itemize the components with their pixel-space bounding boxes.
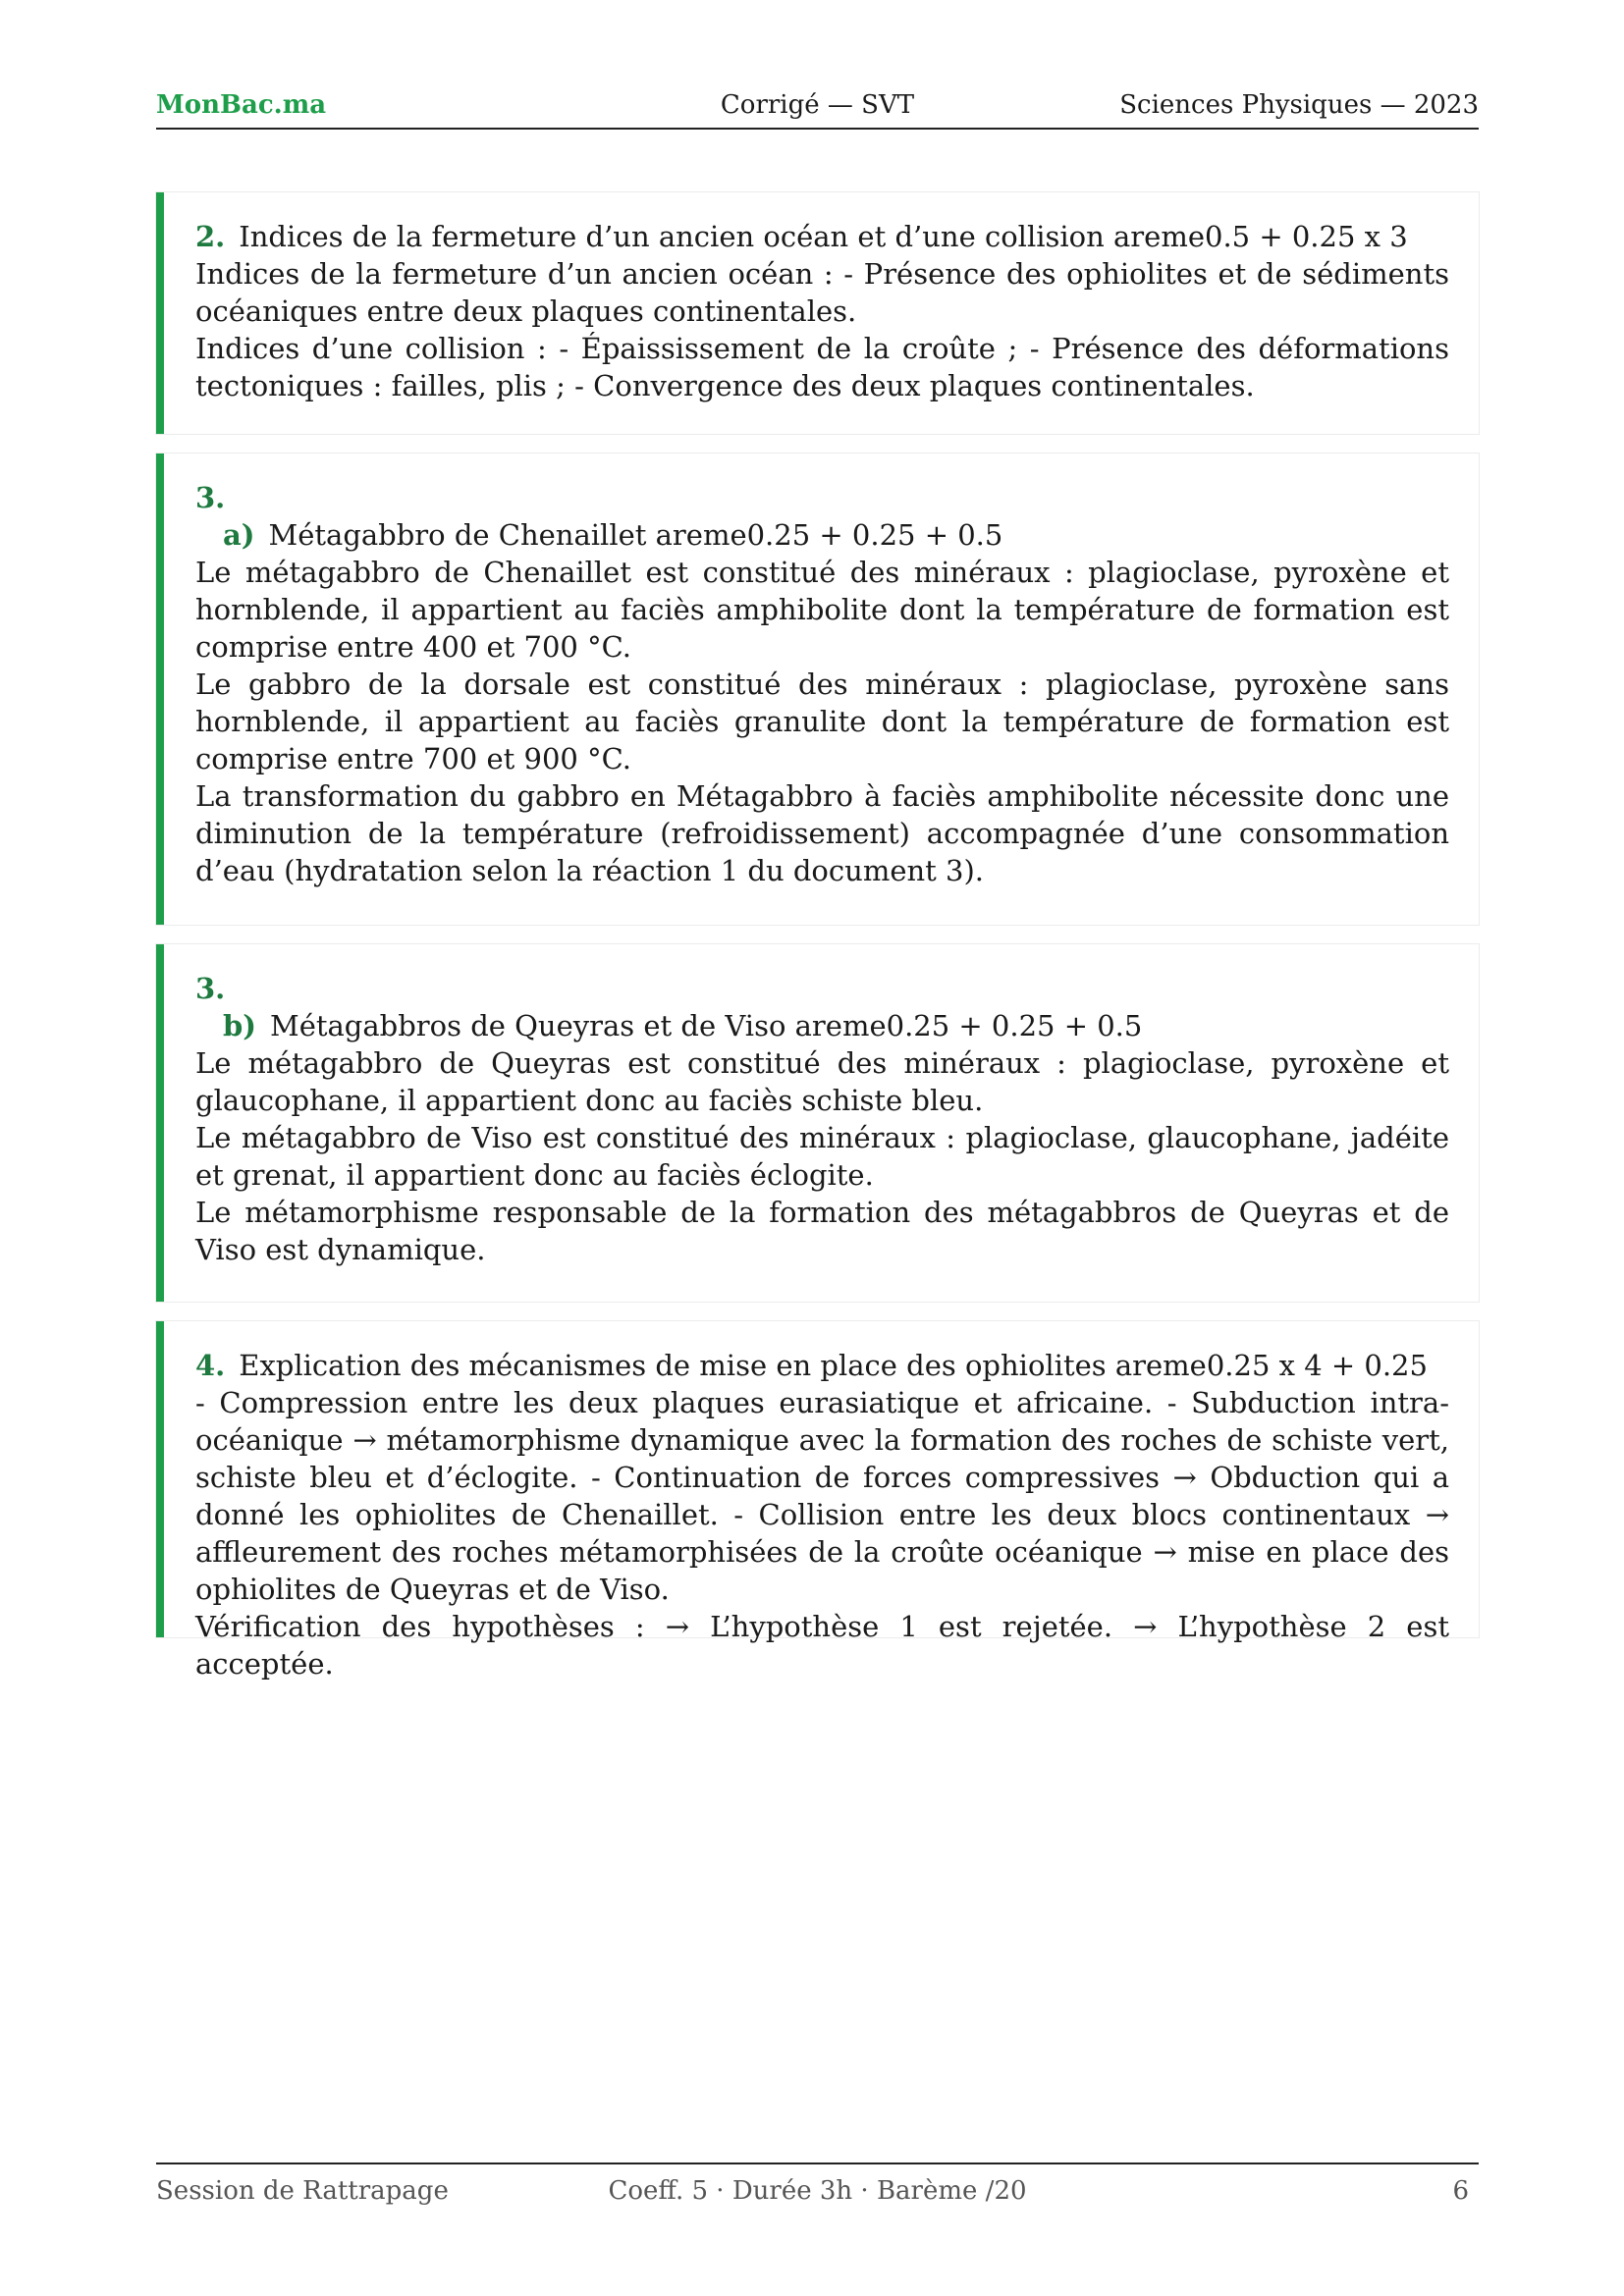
header-series-year: Sciences Physiques — 2023	[1119, 90, 1479, 120]
question-title: Métagabbro de Chenaillet areme0.25 + 0.25 + 0.5	[268, 518, 1003, 552]
answer-paragraph: La transformation du gabbro en Métagabbro à faciès amphibolite nécessite donc une diminution de la température (refroidissement) accompagnée d’une consommation d’eau (hydratation selon la réaction 1 du document 3).	[195, 779, 1449, 887]
answer-box-q4	[156, 1321, 1479, 1681]
answer-box-q2	[156, 192, 1479, 434]
answer-paragraph: Le métagabbro de Queyras est constitué des minéraux : plagioclase, pyroxène et glaucophane, il appartient donc au faciès schiste bleu.	[195, 1046, 1449, 1117]
page-header	[156, 90, 1479, 130]
answer-box-q3b	[156, 944, 1479, 1302]
page-footer	[156, 2163, 1479, 2204]
answer-box-q3a	[156, 454, 1479, 925]
answer-paragraph: - Compression entre les deux plaques eurasiatique et africaine. - Subduction intra-océanique → métamorphisme dynamique avec la formation des roches de schiste vert, schiste bleu et d’éclogite. - Continuation de forces compressives → Obduction qui a donné les ophiolites de Chenaillet. - Collision entre les deux blocs continentaux → affleurement des roches métamorphisées de la croûte océanique → mise en place des ophiolites de Queyras et de Viso.	[195, 1386, 1449, 1606]
answer-paragraph: Le métagabbro de Viso est constitué des minéraux : plagioclase, glaucophane, jadéite et grenat, il appartient donc au faciès éclogite.	[195, 1121, 1449, 1192]
question-heading	[195, 970, 1449, 1007]
subquestion-heading	[195, 516, 1449, 554]
question-heading	[195, 1347, 1449, 1384]
question-number: 3.	[195, 481, 226, 514]
answer-paragraph: Vérification des hypothèses : → L’hypothèse 1 est rejetée. → L’hypothèse 2 est acceptée.	[195, 1610, 1449, 1681]
question-title: Indices de la fermeture d’un ancien océan et d’une collision areme0.5 + 0.25 x 3	[239, 220, 1408, 253]
brand-logo-text[interactable]: MonBac.ma	[156, 90, 327, 120]
subquestion-label: a)	[223, 518, 255, 552]
question-title: Explication des mécanismes de mise en place des ophiolites areme0.25 x 4 + 0.25	[239, 1349, 1428, 1382]
footer-exam-info: Coeff. 5 · Durée 3h · Barème /20	[608, 2176, 1027, 2206]
question-number: 2.	[195, 220, 226, 253]
answer-paragraph: Indices d’une collision : - Épaississement de la croûte ; - Présence des déformations tectoniques : failles, plis ; - Convergence des deux plaques continentales.	[195, 332, 1449, 402]
footer-session: Session de Rattrapage	[156, 2176, 449, 2206]
question-number: 4.	[195, 1349, 226, 1382]
question-number: 3.	[195, 972, 226, 1005]
question-heading	[195, 218, 1449, 255]
subquestion-label: b)	[223, 1009, 256, 1042]
subquestion-heading	[195, 1007, 1449, 1044]
answer-paragraph: Le métamorphisme responsable de la formation des métagabbros de Queyras et de Viso est dynamique.	[195, 1196, 1449, 1266]
answer-paragraph: Le métagabbro de Chenaillet est constitué des minéraux : plagioclase, pyroxène et hornblende, il appartient au faciès amphibolite dont la température de formation est comprise entre 400 et 700 °C.	[195, 556, 1449, 664]
answer-paragraph: Le gabbro de la dorsale est constitué des minéraux : plagioclase, pyroxène sans hornblende, il appartient au faciès granulite dont la température de formation est comprise entre 700 et 900 °C.	[195, 667, 1449, 775]
question-heading	[195, 479, 1449, 516]
page-number: 6	[1452, 2176, 1469, 2206]
question-title: Métagabbros de Queyras et de Viso areme0.25 + 0.25 + 0.5	[270, 1009, 1143, 1042]
answer-paragraph: Indices de la fermeture d’un ancien océan : - Présence des ophiolites et de sédiments océaniques entre deux plaques continentales.	[195, 257, 1449, 328]
header-subject: Corrigé — SVT	[720, 90, 915, 120]
